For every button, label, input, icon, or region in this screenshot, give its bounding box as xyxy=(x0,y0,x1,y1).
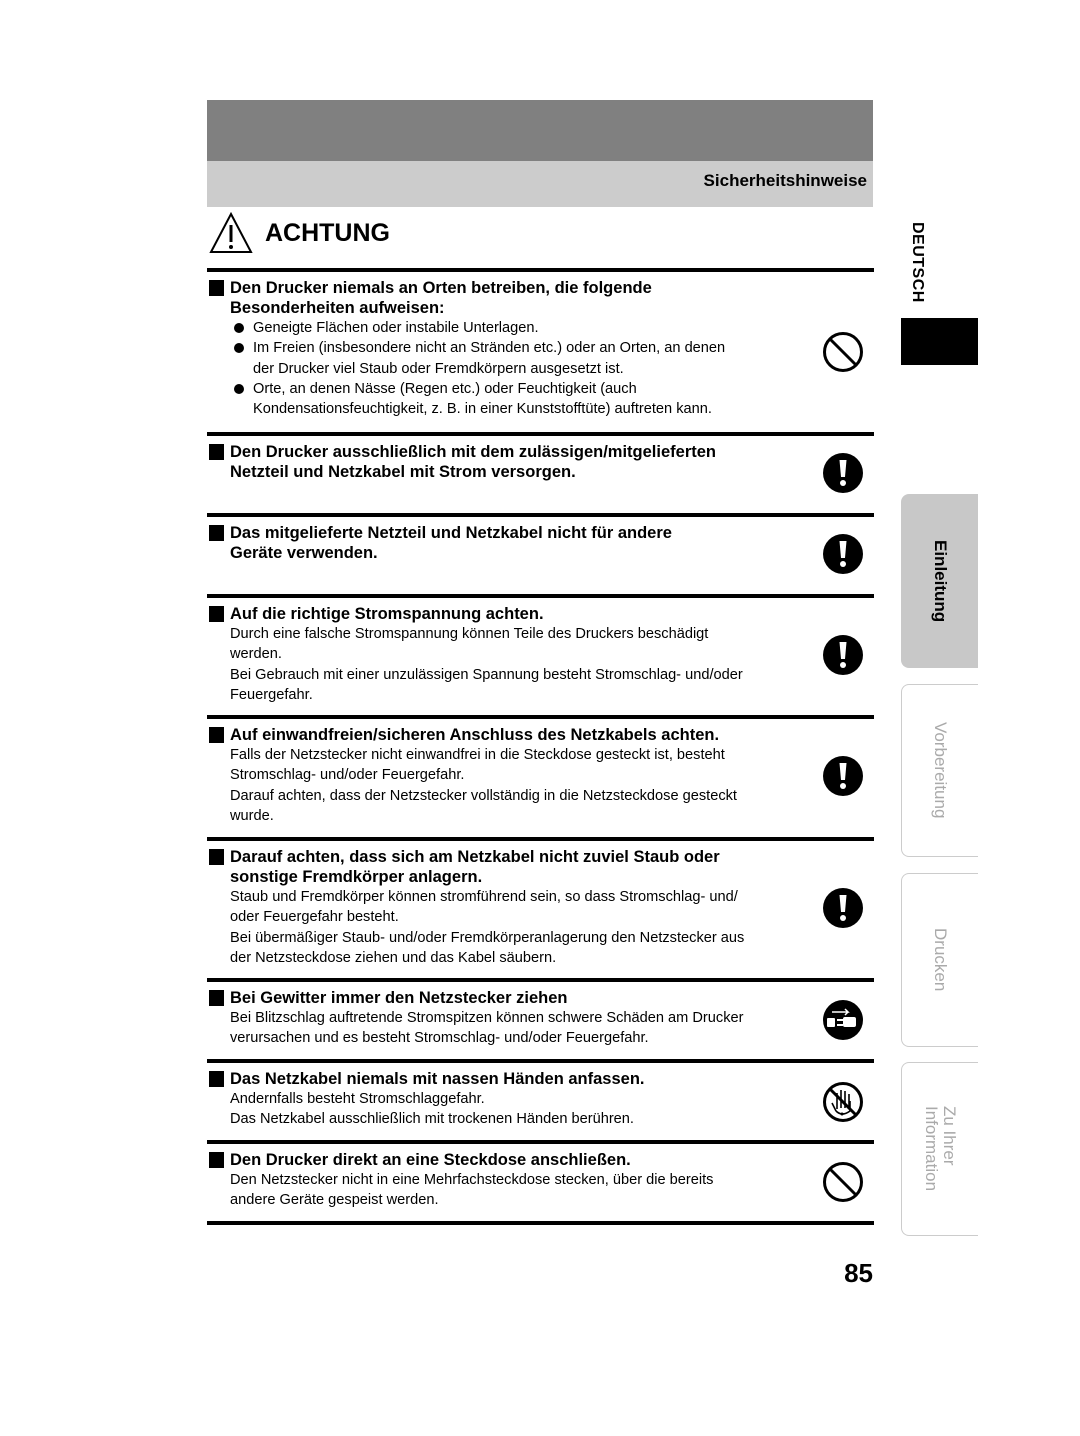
bullet-line xyxy=(207,399,807,419)
prohibition-icon xyxy=(822,1161,864,1203)
bullet-line xyxy=(207,359,807,379)
tab-label: Zu Ihrer Information xyxy=(922,1106,959,1192)
safety-item xyxy=(207,1069,807,1130)
heading-text: Den Drucker direkt an eine Steckdose anschließen. xyxy=(230,1151,631,1169)
tab-label: Vorbereitung xyxy=(931,722,950,819)
safety-item xyxy=(207,523,807,563)
item-heading xyxy=(207,988,807,1008)
body-text: wurde. xyxy=(230,807,274,824)
body-text: Darauf achten, dass der Netzstecker vollständig in die Netzsteckdose gesteckt xyxy=(230,787,737,804)
heading-text: Das Netzkabel niemals mit nassen Händen anfassen. xyxy=(230,1070,645,1088)
tab-einleitung[interactable] xyxy=(901,494,978,668)
page-number: 85 xyxy=(844,1258,873,1288)
bullet-text: Geneigte Flächen oder instabile Unterlagen. xyxy=(253,320,539,336)
mandatory-exclamation-icon xyxy=(822,533,864,575)
body-text: Staub und Fremdkörper können stromführend sein, so dass Stromschlag- und/ xyxy=(230,889,738,905)
item-heading xyxy=(207,462,807,482)
body-text: Das Netzkabel ausschließlich mit trockenen Händen berühren. xyxy=(230,1111,634,1128)
item-heading xyxy=(207,847,807,867)
heading-text: Auf einwandfreien/sicheren Anschluss des Netzkabels achten. xyxy=(230,726,720,744)
body-text: Andernfalls besteht Stromschlaggefahr. xyxy=(230,1091,485,1107)
mandatory-exclamation-icon xyxy=(822,887,864,929)
safety-item xyxy=(207,442,807,482)
mandatory-exclamation-icon xyxy=(822,634,864,676)
prohibition-icon xyxy=(822,331,864,373)
section-title: Sicherheitshinweise xyxy=(703,171,867,190)
bullet-text: Im Freien (insbesondere nicht an Stränden etc.) oder an Orten, an denen xyxy=(253,340,726,357)
safety-item xyxy=(207,1150,807,1211)
section-divider xyxy=(207,837,874,841)
item-heading xyxy=(207,1069,807,1089)
caution-heading: ACHTUNG xyxy=(265,219,390,247)
square-bullet-icon xyxy=(209,444,224,460)
body-text: Bei Blitzschlag auftretende Stromspitzen können schwere Schäden am Drucker xyxy=(230,1010,744,1026)
mandatory-exclamation-icon xyxy=(822,755,864,797)
item-heading xyxy=(207,725,807,745)
bullet-text: Kondensationsfeuchtigkeit, z. B. in einer Kunststofftüte) auftreten kann. xyxy=(253,401,712,418)
bullet-line xyxy=(207,318,807,338)
bullet-line xyxy=(207,338,807,358)
square-bullet-icon xyxy=(209,1152,224,1168)
square-bullet-icon xyxy=(209,849,224,865)
heading-text: Besonderheiten aufweisen: xyxy=(230,299,445,317)
tab-drucken[interactable] xyxy=(901,873,978,1047)
item-heading xyxy=(207,867,807,887)
bullet-text: der Drucker viel Staub oder Fremdkörpern ausgesetzt ist. xyxy=(253,360,624,377)
safety-item xyxy=(207,988,807,1049)
section-divider xyxy=(207,432,874,436)
item-heading xyxy=(207,523,807,543)
heading-text: Den Drucker ausschließlich mit dem zulässigen/mitgelieferten xyxy=(230,443,716,461)
safety-item xyxy=(207,278,807,419)
bullet-dot-icon xyxy=(234,343,244,353)
body-text: andere Geräte gespeist werden. xyxy=(230,1192,439,1209)
section-divider xyxy=(207,594,874,598)
square-bullet-icon xyxy=(209,525,224,541)
header-bar xyxy=(207,100,873,161)
item-heading xyxy=(207,543,807,563)
safety-item xyxy=(207,847,807,968)
unplug-icon xyxy=(822,999,864,1041)
heading-text: Das mitgelieferte Netzteil und Netzkabel nicht für andere xyxy=(230,524,672,542)
square-bullet-icon xyxy=(209,280,224,296)
square-bullet-icon xyxy=(209,606,224,622)
safety-item xyxy=(207,604,807,705)
section-divider xyxy=(207,1221,874,1225)
language-label: DEUTSCH xyxy=(909,222,926,303)
heading-text: Bei Gewitter immer den Netzstecker ziehen xyxy=(230,989,568,1007)
bullet-dot-icon xyxy=(234,323,244,333)
section-divider xyxy=(207,513,874,517)
section-divider xyxy=(207,1059,874,1063)
body-text: Falls der Netzstecker nicht einwandfrei in die Steckdose gesteckt ist, besteht xyxy=(230,747,725,763)
tab-zu-ihrer-information[interactable] xyxy=(901,1062,978,1236)
no-wet-hands-icon xyxy=(822,1081,864,1123)
language-marker xyxy=(901,318,978,365)
item-heading xyxy=(207,442,807,462)
mandatory-exclamation-icon xyxy=(822,452,864,494)
body-text: Stromschlag- und/oder Feuergefahr. xyxy=(230,767,465,784)
body-text: Feuergefahr. xyxy=(230,686,313,703)
item-heading xyxy=(207,1150,807,1170)
tab-label: Einleitung xyxy=(931,539,950,623)
body-text: verursachen und es besteht Stromschlag- und/oder Feuergefahr. xyxy=(230,1030,649,1047)
square-bullet-icon xyxy=(209,1071,224,1087)
heading-text: Darauf achten, dass sich am Netzkabel nicht zuviel Staub oder xyxy=(230,848,720,866)
item-heading xyxy=(207,604,807,624)
tab-label: Drucken xyxy=(931,928,950,992)
body-text: Bei Gebrauch mit einer unzulässigen Spannung besteht Stromschlag- und/oder xyxy=(230,666,743,683)
bullet-text: Orte, an denen Nässe (Regen etc.) oder Feuchtigkeit (auch xyxy=(253,380,637,397)
body-text: der Netzsteckdose ziehen und das Kabel säubern. xyxy=(230,949,557,966)
heading-text: Geräte verwenden. xyxy=(230,544,378,562)
square-bullet-icon xyxy=(209,727,224,743)
item-heading xyxy=(207,298,807,318)
heading-text: sonstige Fremdkörper anlagern. xyxy=(230,868,483,886)
bullet-line xyxy=(207,379,807,399)
heading-text: Auf die richtige Stromspannung achten. xyxy=(230,605,544,623)
section-divider xyxy=(207,715,874,719)
section-divider xyxy=(207,978,874,982)
section-divider xyxy=(207,268,874,272)
item-heading xyxy=(207,278,807,298)
body-text: Bei übermäßiger Staub- und/oder Fremdkörperanlagerung den Netzstecker aus xyxy=(230,929,745,946)
tab-vorbereitung[interactable] xyxy=(901,684,978,857)
heading-text: Netzteil und Netzkabel mit Strom versorgen. xyxy=(230,463,576,481)
body-text: Durch eine falsche Stromspannung können Teile des Druckers beschädigt xyxy=(230,626,709,642)
heading-text: Den Drucker niemals an Orten betreiben, die folgende xyxy=(230,279,652,297)
safety-item xyxy=(207,725,807,826)
body-text: werden. xyxy=(230,646,282,663)
bullet-dot-icon xyxy=(234,384,244,394)
warning-triangle-icon xyxy=(209,212,253,259)
square-bullet-icon xyxy=(209,990,224,1006)
section-divider xyxy=(207,1140,874,1144)
body-text: oder Feuergefahr besteht. xyxy=(230,909,399,926)
body-text: Den Netzstecker nicht in eine Mehrfachsteckdose stecken, über die bereits xyxy=(230,1172,714,1188)
